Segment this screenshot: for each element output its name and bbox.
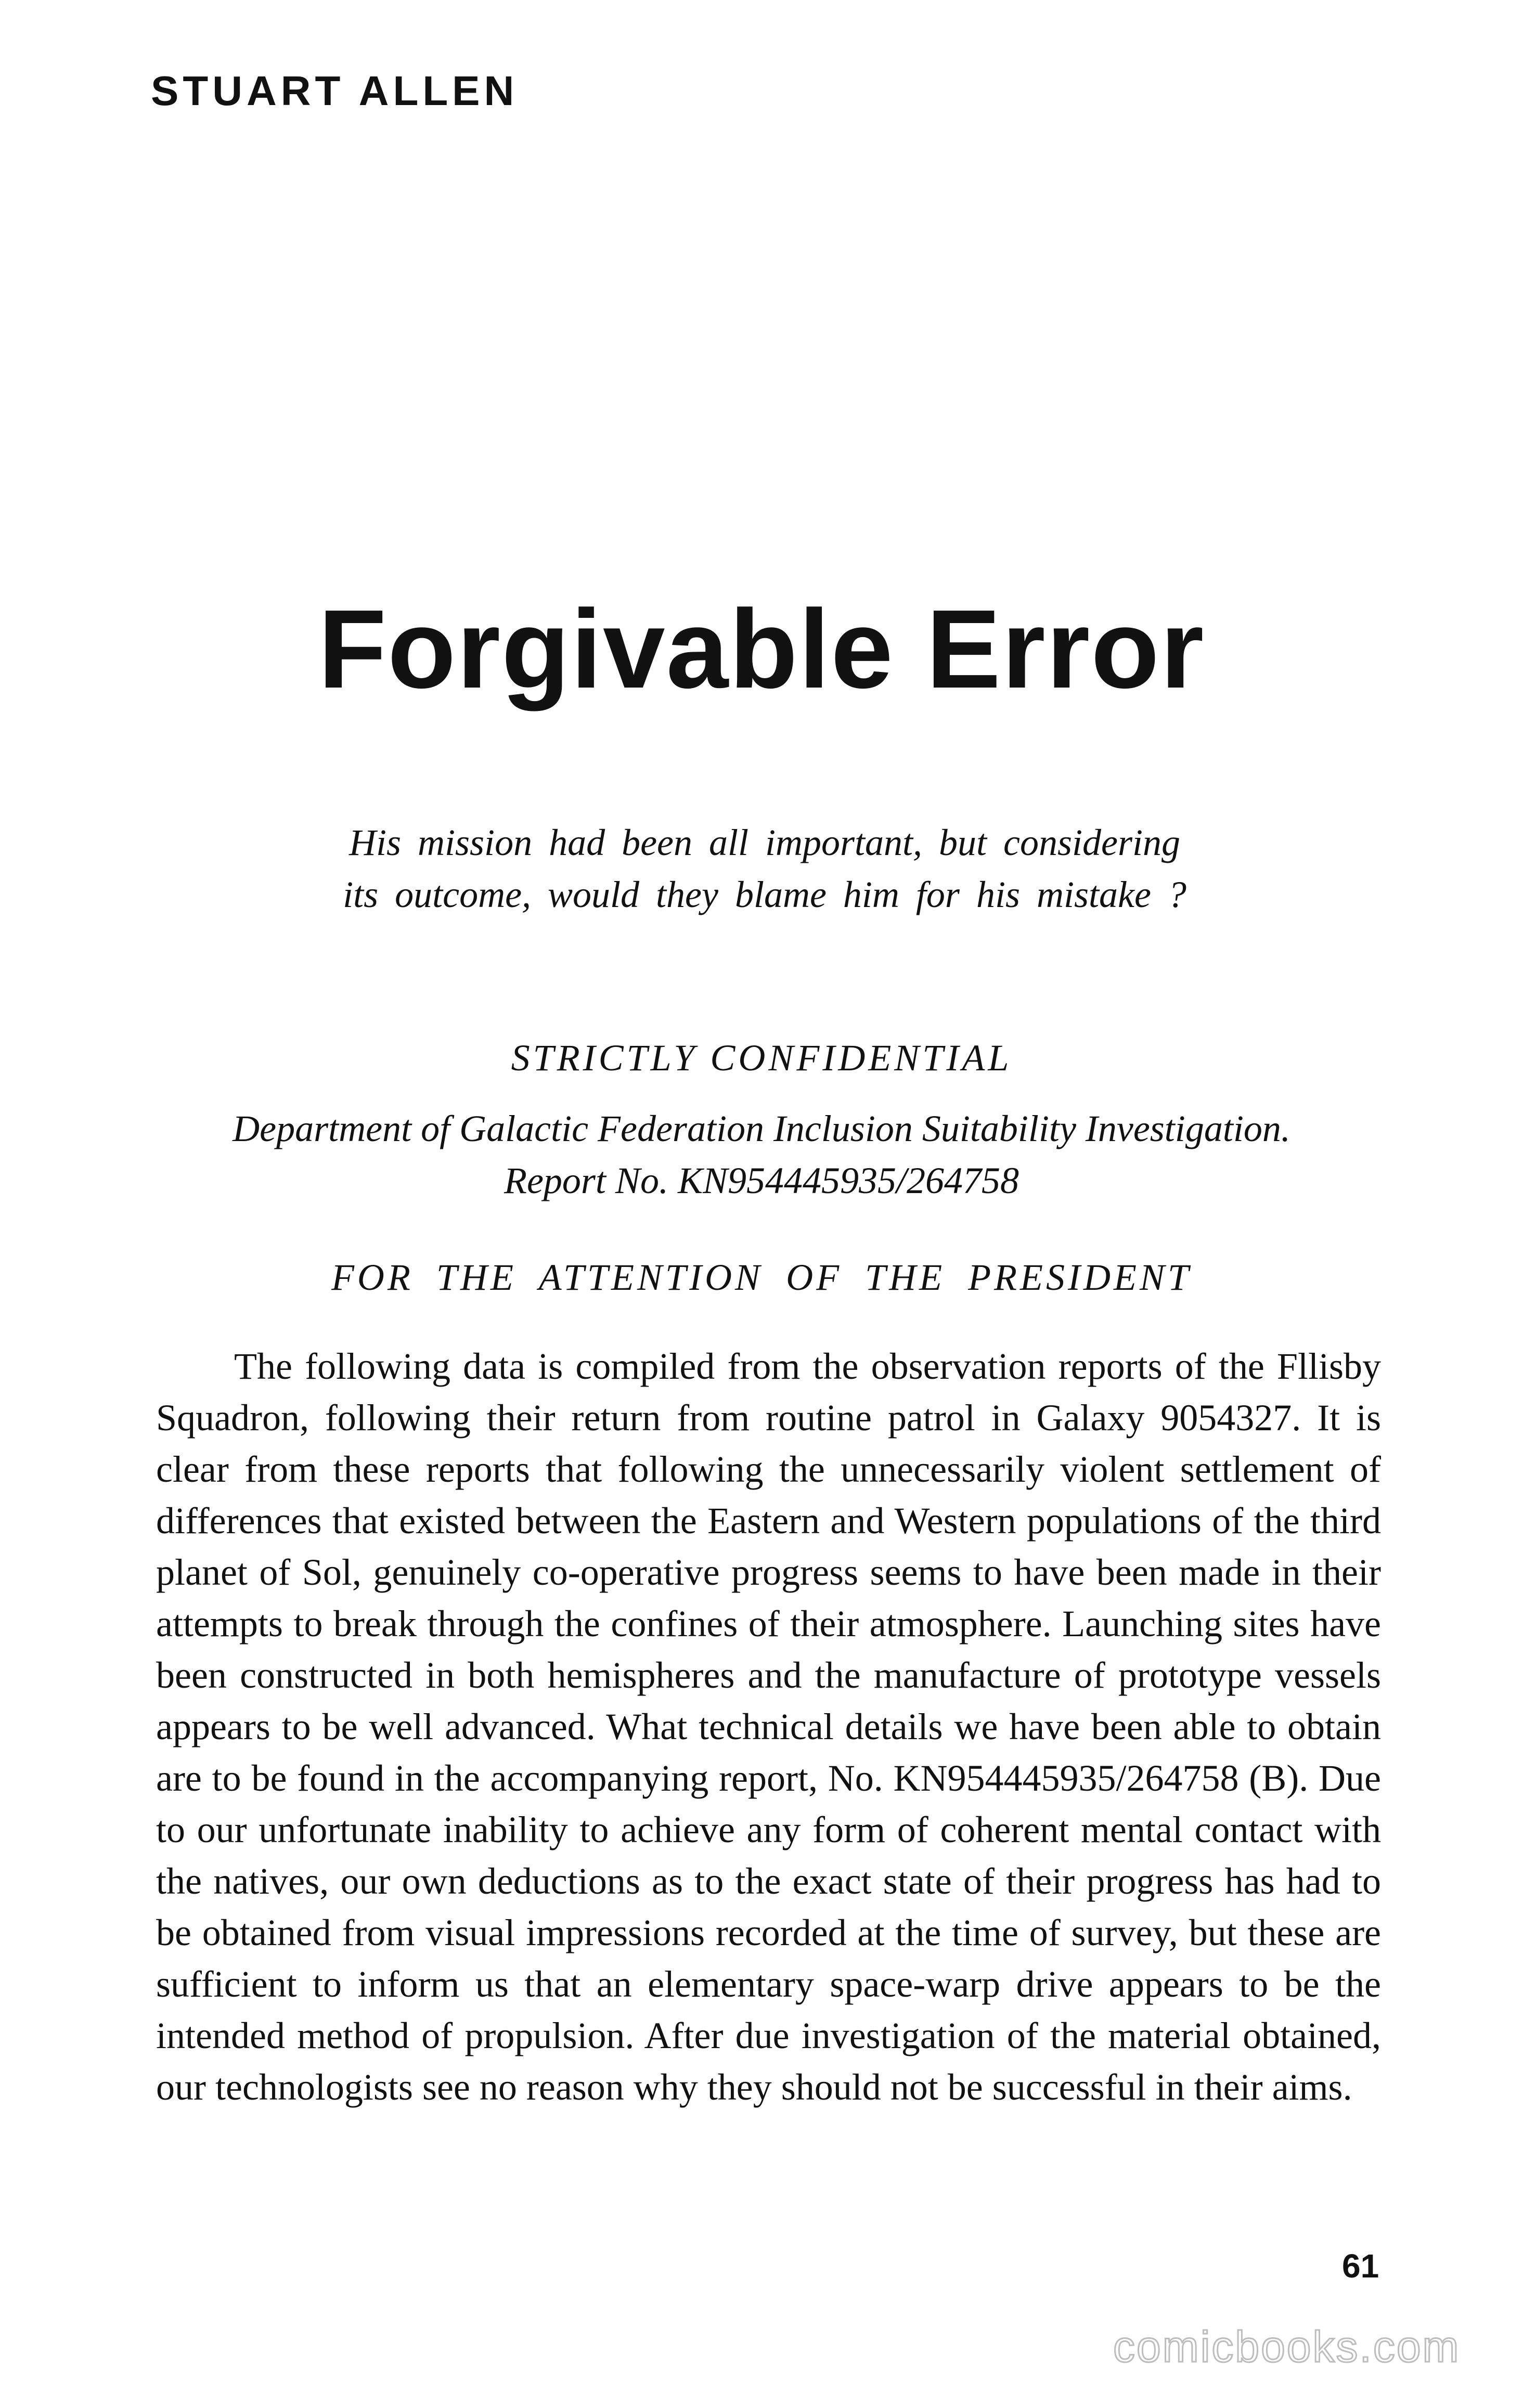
author-name: STUART ALLEN bbox=[151, 68, 519, 114]
blurb-line-2: its outcome, would they blame him for his mistake ? bbox=[343, 874, 1186, 915]
report-number: Report No. KN954445935/264758 bbox=[504, 1160, 1019, 1201]
attention-heading: FOR THE ATTENTION OF THE PRESIDENT bbox=[331, 1257, 1192, 1298]
page-number: 61 bbox=[1342, 2247, 1379, 2285]
story-blurb bbox=[276, 817, 1254, 921]
report-header bbox=[120, 1103, 1403, 1207]
site-watermark: comicbooks.com bbox=[1113, 2322, 1461, 2371]
classification-heading: STRICTLY CONFIDENTIAL bbox=[511, 1037, 1012, 1079]
blurb-line-1: His mission had been all important, but considering bbox=[349, 822, 1180, 863]
department-line: Department of Galactic Federation Inclusion Suitability Investigation. bbox=[233, 1108, 1290, 1149]
report-body-paragraph: The following data is compiled from the observation reports of the Fllisby Squadron, following their return from routine patrol in Galaxy 9054327. It is clear from these reports that following the unnecessarily violent settlement of differences that existed between the Eastern and Western populations of the third planet of Sol, genuinely co-operative progress seems to have been made in their attempts to break through the confines of their atmosphere. Launching sites have been constructed in both hemispheres and the manufacture of prototype vessels appears to be well advanced. What technical details we have been able to obtain are to be found in the accompanying report, No. KN954445935/264758 (B). Due to our unfortunate inability to achieve any form of coherent mental contact with the natives, our own deductions as to the exact state of their progress has had to be obtained from visual impressions recorded at the time of survey, but these are sufficient to inform us that an elementary space-warp drive appears to be the intended method of propulsion. After due investigation of the material obtained, our technologists see no reason why they should not be successful in their aims. bbox=[156, 1345, 1381, 2108]
story-title: Forgivable Error bbox=[318, 586, 1205, 711]
